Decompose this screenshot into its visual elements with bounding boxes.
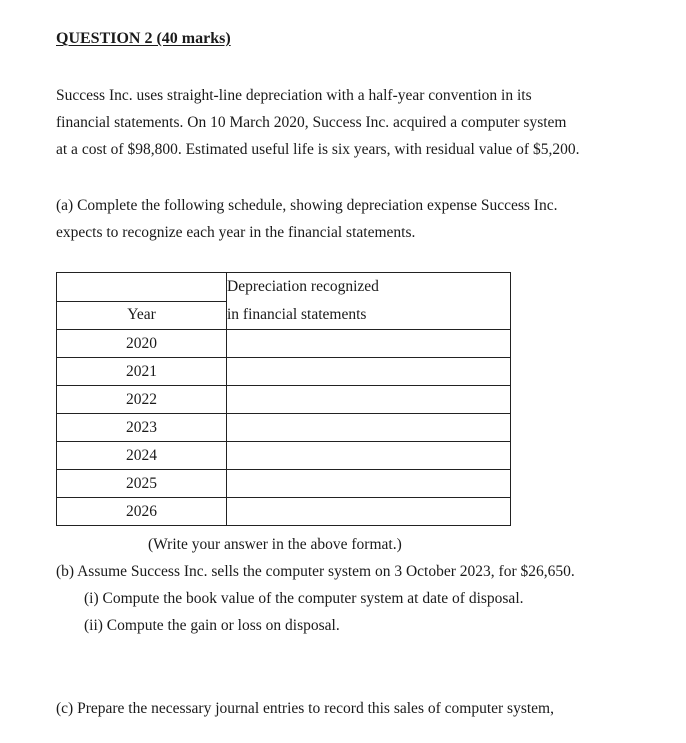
- depreciation-answer-cell[interactable]: [227, 386, 511, 414]
- depreciation-header-line1: Depreciation recognized: [227, 278, 379, 295]
- table-row: [57, 330, 511, 358]
- intro-line: Success Inc. uses straight-line depreciation with a half-year convention in its: [56, 87, 532, 104]
- table-row: [57, 414, 511, 442]
- intro-paragraph: [56, 82, 579, 163]
- part-a-paragraph: [56, 192, 557, 246]
- depreciation-answer-cell[interactable]: [227, 498, 511, 526]
- part-b-text: (b) Assume Success Inc. sells the computer system on 3 October 2023, for $26,650.: [56, 563, 575, 580]
- table-row: [57, 498, 511, 526]
- part-b-i-text: (i) Compute the book value of the computer system at date of disposal.: [84, 590, 524, 607]
- depreciation-answer-cell[interactable]: [227, 414, 511, 442]
- year-cell: 2026: [57, 498, 227, 526]
- year-cell: 2020: [57, 330, 227, 358]
- table-row: [57, 442, 511, 470]
- table-row: [57, 386, 511, 414]
- depreciation-answer-cell[interactable]: [227, 442, 511, 470]
- year-cell: 2025: [57, 470, 227, 498]
- depreciation-header-cell: [227, 273, 511, 330]
- part-b-ii-text: (ii) Compute the gain or loss on disposal.: [84, 617, 340, 634]
- intro-line: at a cost of $98,800. Estimated useful life is six years, with residual value of $5,200.: [56, 141, 580, 158]
- question-heading: QUESTION 2 (40 marks): [56, 30, 231, 47]
- year-header-cell: Year: [57, 301, 227, 330]
- format-note: (Write your answer in the above format.): [148, 536, 402, 553]
- year-cell: 2024: [57, 442, 227, 470]
- depreciation-answer-cell[interactable]: [227, 330, 511, 358]
- depreciation-header-line2: in financial statements: [227, 306, 367, 323]
- year-cell: 2023: [57, 414, 227, 442]
- year-cell: 2022: [57, 386, 227, 414]
- table-header-row: [57, 273, 511, 302]
- part-a-line: (a) Complete the following schedule, showing depreciation expense Success Inc.: [56, 197, 558, 214]
- year-cell: 2021: [57, 358, 227, 386]
- header-blank-cell: [57, 273, 227, 302]
- part-c-text: (c) Prepare the necessary journal entries to record this sales of computer system,: [56, 700, 554, 717]
- depreciation-answer-cell[interactable]: [227, 358, 511, 386]
- depreciation-answer-cell[interactable]: [227, 470, 511, 498]
- depreciation-schedule-table: [56, 272, 511, 526]
- intro-line: financial statements. On 10 March 2020, Success Inc. acquired a computer system: [56, 114, 567, 131]
- part-a-line: expects to recognize each year in the financial statements.: [56, 224, 416, 241]
- table-row: [57, 358, 511, 386]
- table-row: [57, 470, 511, 498]
